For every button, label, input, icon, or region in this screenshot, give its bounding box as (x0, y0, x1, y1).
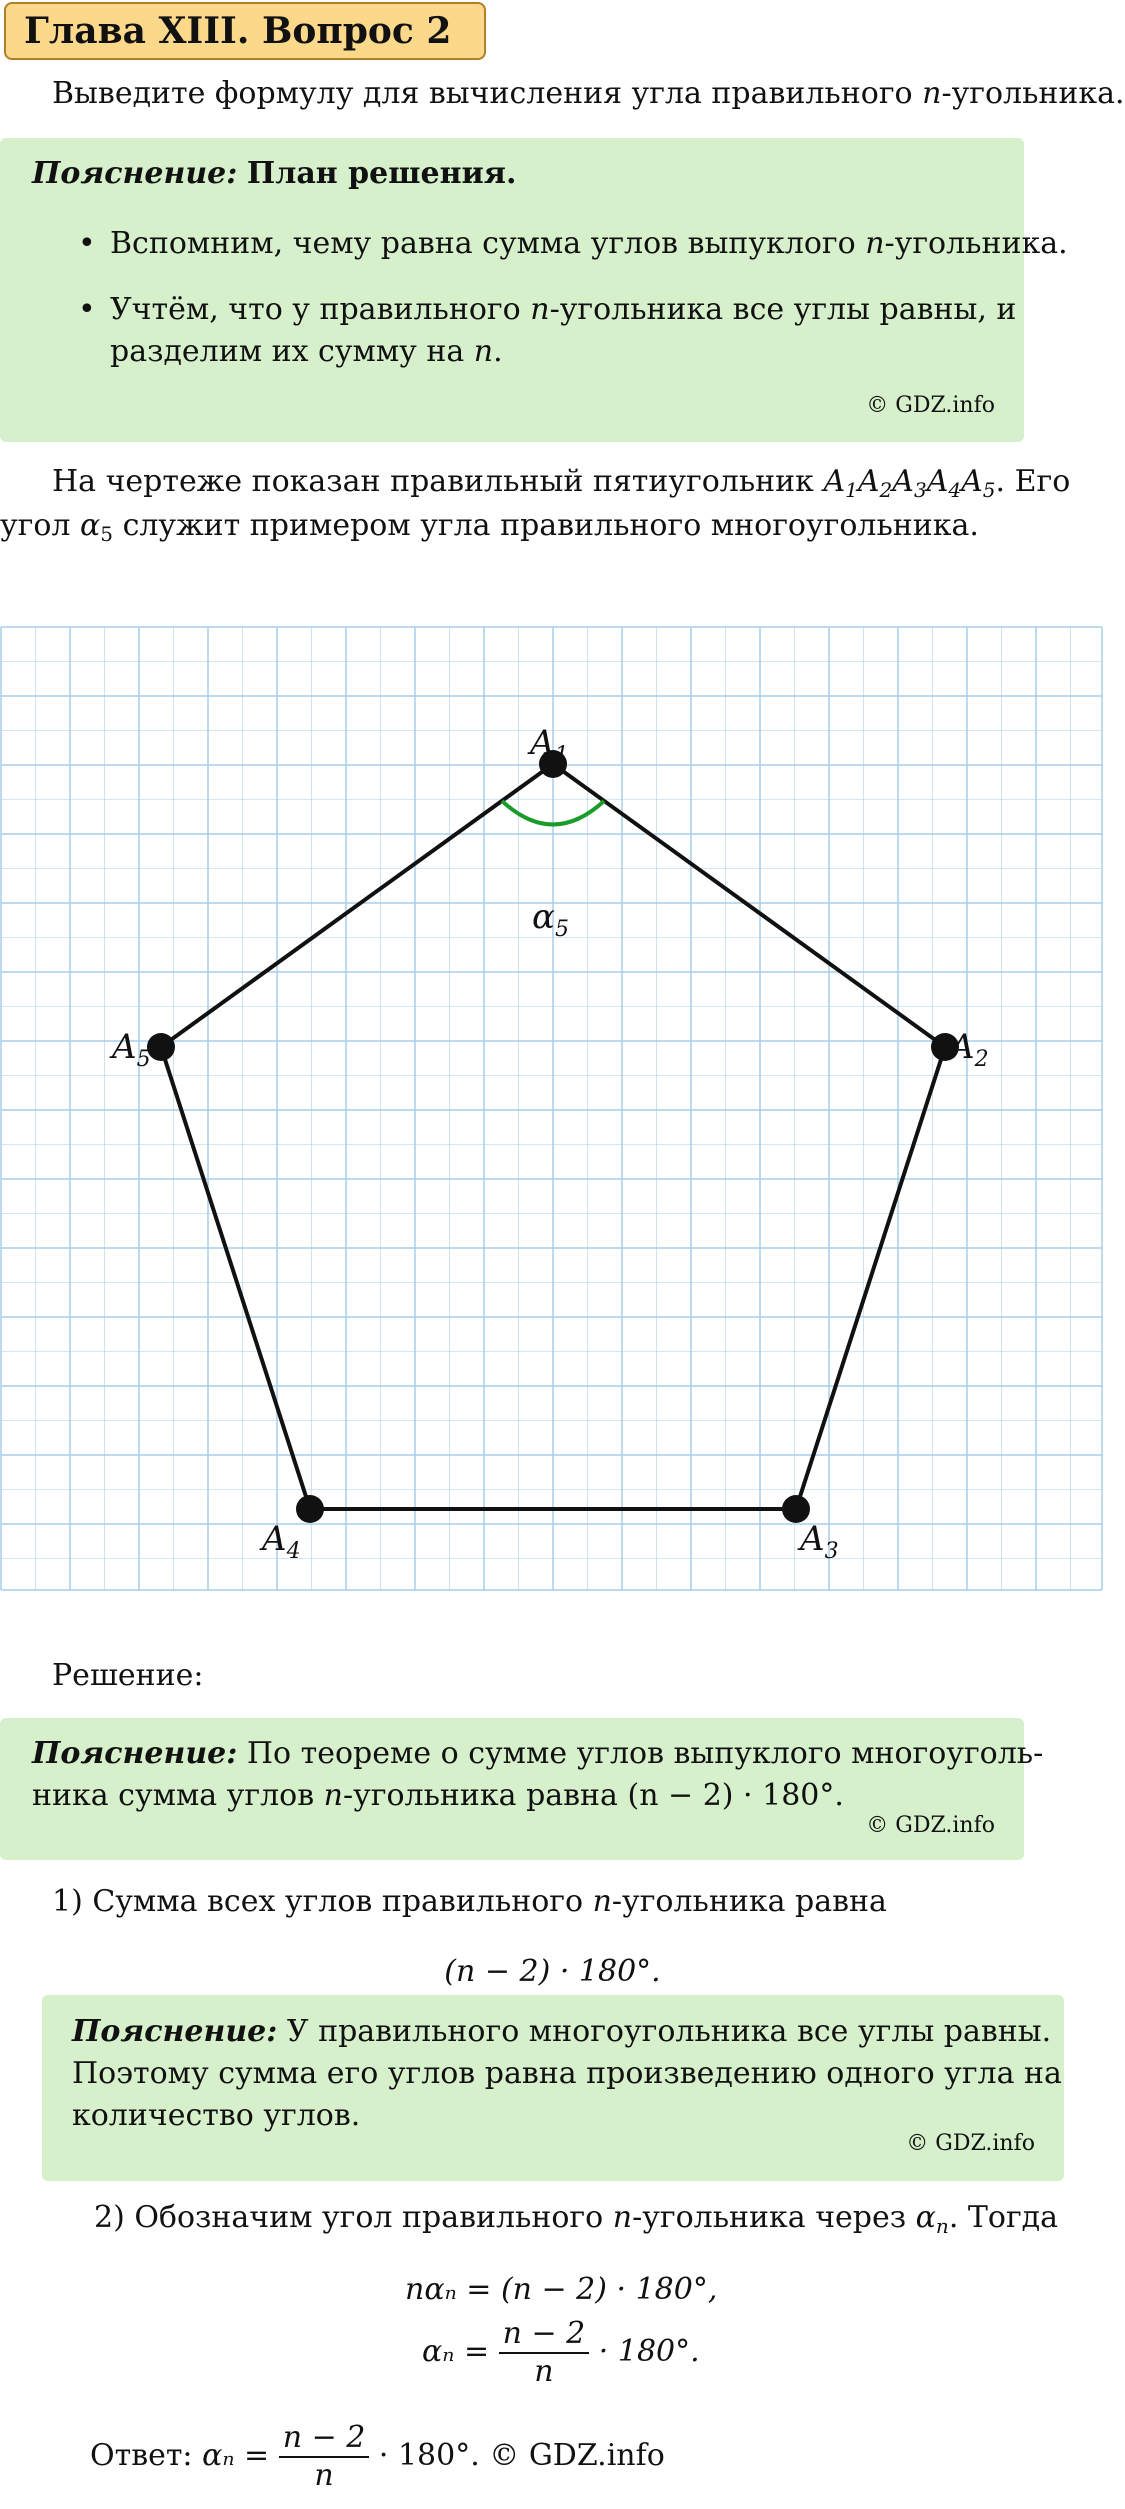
note-2-line-2: Поэтому сумма его углов равна произведению одного угла на (72, 2056, 1062, 2091)
eq-2-fraction (499, 2316, 590, 2390)
step-2-post: . Тогда (948, 2200, 1059, 2235)
chapter-title: Глава XIII. Вопрос 2 (4, 2, 486, 60)
vertex-label-a4: $A_4$ (262, 1519, 301, 1564)
copyright: © GDZ.info (866, 1813, 995, 1838)
plan-b2-l2-var: n (473, 334, 494, 369)
note-1-l2-mid: -угольника равна (342, 1778, 628, 1813)
plan-b1-var: n (865, 226, 885, 261)
intro-l1-post: . Его (995, 464, 1071, 499)
note-1-label: Пояснение: (32, 1736, 238, 1771)
step-2-var: n (612, 2200, 633, 2235)
note-2-line-1 (72, 2010, 1051, 2054)
intro-line-2 (0, 504, 979, 548)
step-2-mid: -угольника через (632, 2200, 916, 2235)
intro-l2-pre: угол (0, 508, 81, 543)
step-2-alpha: α (915, 2200, 936, 2235)
task-text-pre: Выведите формулу для вычисления угла правильного (52, 76, 923, 111)
plan-heading (32, 152, 516, 196)
step-2-pre: 2) Обозначим угол правильного (94, 2200, 613, 2235)
answer-label: Ответ: (90, 2438, 203, 2473)
plan-bullet-2-line-2 (110, 330, 503, 374)
vertex-dot-a4 (296, 1495, 324, 1523)
intro-l2-post: служит примером угла правильного многоугольника. (113, 508, 979, 543)
eq-2-lhs: αₙ = (422, 2334, 499, 2369)
intro-alpha-sub: 5 (100, 522, 114, 546)
equation-2 (422, 2316, 700, 2390)
note-1-text: По теореме о сумме углов выпуклого многоуголь- (246, 1736, 1044, 1771)
plan-title: План решения. (246, 156, 517, 191)
note-2-text-1: У правильного многоугольника все углы равны. (286, 2014, 1052, 2049)
step-1 (52, 1880, 887, 1924)
answer-rhs: · 180°. (369, 2438, 490, 2473)
copyright: © GDZ.info (906, 2131, 1035, 2156)
plan-b2-l1-pre: Учтём, что у правильного (110, 292, 531, 327)
eq-2-den: n (534, 2354, 554, 2389)
vertex-label-a1: $A_1$ (530, 723, 569, 768)
step-2-sub: n (935, 2214, 949, 2238)
eq-2-rhs: · 180°. (589, 2334, 700, 2369)
vertex-label-a3: $A_3$ (800, 1519, 839, 1564)
plan-b2-l1-var: n (530, 292, 550, 327)
task-var: n (922, 76, 942, 111)
step-1-post: -угольника равна (611, 1884, 887, 1919)
note-1-l2-expr: (n − 2) · 180°. (627, 1778, 844, 1813)
task-text-post: -угольника. (941, 76, 1125, 111)
copyright: © GDZ.info (489, 2438, 665, 2473)
plan-bullet-2 (110, 288, 1017, 332)
plan-bullet-1 (110, 222, 1068, 266)
plan-b2-l1-post: -угольника все углы равны, и (549, 292, 1017, 327)
intro-alpha: α (80, 508, 101, 543)
step-1-var: n (592, 1884, 612, 1919)
step-1-formula: (n − 2) · 180°. (444, 1954, 661, 1989)
note-1-l2-pre: ника сумма углов (32, 1778, 324, 1813)
bullet-dot: • (78, 292, 96, 327)
note-1-line-1 (32, 1732, 1043, 1776)
copyright: © GDZ.info (866, 393, 995, 418)
answer-lhs: αₙ = (202, 2438, 279, 2473)
vertex-label-a2: $A_2$ (950, 1027, 989, 1072)
solution-label: Решение: (52, 1658, 204, 1693)
answer-num: n − 2 (279, 2420, 370, 2458)
intro-line-1 (52, 460, 1070, 504)
angle-label: $\alpha_5$ (532, 897, 569, 942)
equation-1: nαₙ = (n − 2) · 180°, (405, 2272, 718, 2307)
plan-b1-post: -угольника. (884, 226, 1068, 261)
step-2 (94, 2196, 1058, 2240)
pentagon-figure (0, 626, 1105, 1592)
answer-fraction (279, 2420, 370, 2494)
plan-b2-l2-post: . (493, 334, 503, 369)
step-1-pre: 1) Сумма всех углов правильного (52, 1884, 593, 1919)
plan-b2-l2-pre: разделим их сумму на (110, 334, 474, 369)
vertex-label-a5: $A_5$ (112, 1027, 151, 1072)
bullet-dot: • (78, 226, 96, 261)
plan-b1-pre: Вспомним, чему равна сумма углов выпуклого (110, 226, 866, 261)
answer-line (90, 2420, 665, 2494)
answer-den: n (314, 2458, 334, 2493)
poly-name: $A_1A_2A_3A_4A_5$ (823, 464, 996, 502)
intro-l1-pre: На чертеже показан правильный пятиугольник (52, 464, 824, 499)
note-2-line-3: количество углов. (72, 2098, 361, 2133)
eq-2-num: n − 2 (499, 2316, 590, 2354)
vertex-dot-a5 (147, 1033, 175, 1061)
note-2-label: Пояснение: (72, 2014, 278, 2049)
task-statement (52, 72, 1125, 116)
note-1-l2-var: n (323, 1778, 343, 1813)
plan-label: Пояснение: (32, 156, 238, 191)
